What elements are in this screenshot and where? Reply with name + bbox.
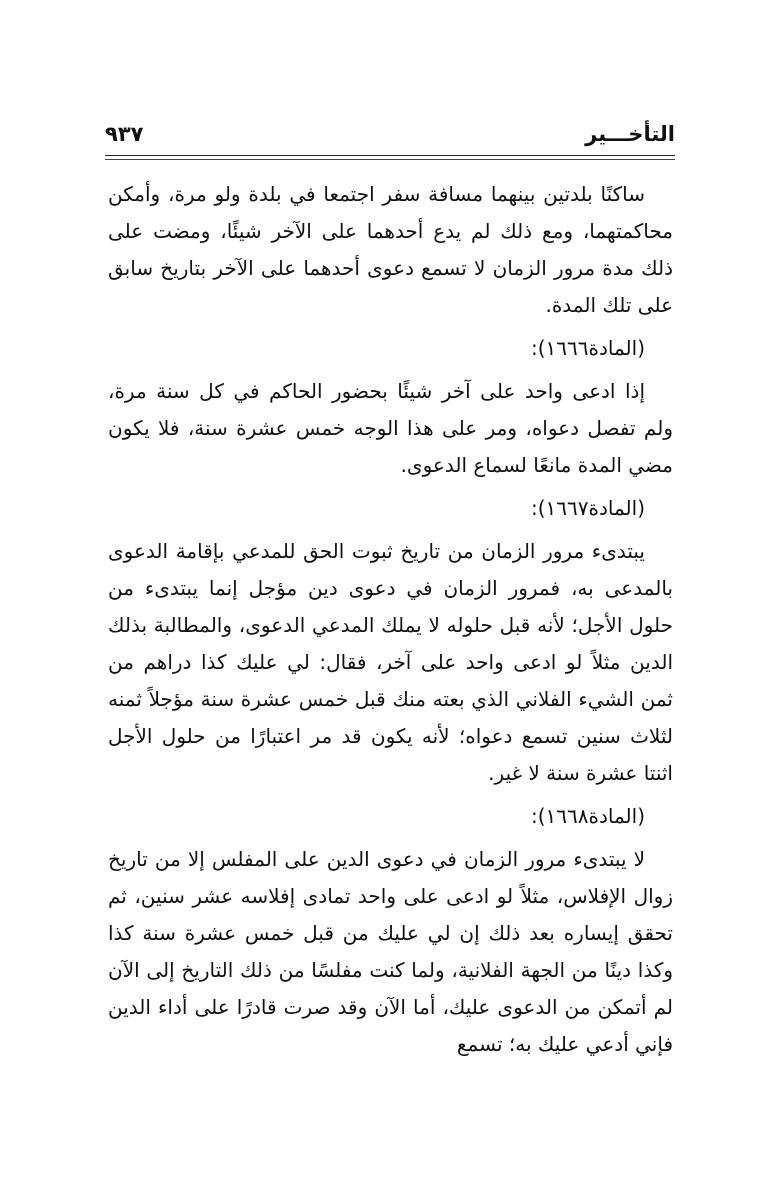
header-rule-thin [105,159,675,160]
page-header [105,118,675,154]
paragraph: إذا ادعى واحد على آخر شيئًا بحضور الحاكم في كل سنة مرة، ولم تفصل دعواه، ومر على هذا الوجه خمس عشرة سنة، فلا يكون مضي المدة مانعًا لسماع الدعوى. [108,379,673,477]
running-title: التأخـــير [585,122,675,146]
paragraph: لا يبتدىء مرور الزمان في دعوى الدين على المفلس إلا من تاريخ زوال الإفلاس، مثلاً لو ادعى على واحد تمادى إفلاسه عشر سنين، ثم تحقق إيساره بعد ذلك إن لي عليك من قبل خمس عشرة سنة كذا وكذا دينًا من الجهة الفلانية، ولما كنت مفلسًا من ذلك التاريخ إلى الآن لم أتمكن من الدعوى عليك، أما الآن وقد صرت قادرًا على أداء الدين فإني أدعي عليك به؛ تسمع [108,847,673,1056]
paragraph: ساكنًا بلدتين بينهما مسافة سفر اجتمعا في بلدة ولو مرة، وأمكن محاكمتهما، ومع ذلك لم يدع أحدهما على الآخر شيئًا، ومضت على ذلك مدة مرور الزمان لا تسمع دعوى أحدهما على الآخر بتاريخ سابق على تلك المدة. [108,182,673,317]
page-body [108,176,673,1063]
article-heading: (المادة١٦٦٨): [530,804,645,828]
article-heading: (المادة١٦٦٦): [530,336,645,360]
page-number: ٩٣٧ [105,122,144,146]
paragraph: يبتدىء مرور الزمان من تاريخ ثبوت الحق للمدعي بإقامة الدعوى بالمدعى به، فمرور الزمان في دعوى دين مؤجل إنما يبتدىء من حلول الأجل؛ لأنه قبل حلوله لا يملك المدعي الدعوى، والمطالبة بذلك الدين مثلاً لو ادعى واحد على آخر، فقال: لي عليك كذا دراهم من ثمن الشيء الفلاني الذي بعته منك قبل خمس عشرة سنة مؤجلاً ثمنه لثلاث سنين تسمع دعواه؛ لأنه يكون قد مر اعتبارًا من حلول الأجل اثنتا عشرة سنة لا غير. [108,539,673,785]
article-heading: (المادة١٦٦٧): [530,496,645,520]
header-rule [105,155,675,156]
